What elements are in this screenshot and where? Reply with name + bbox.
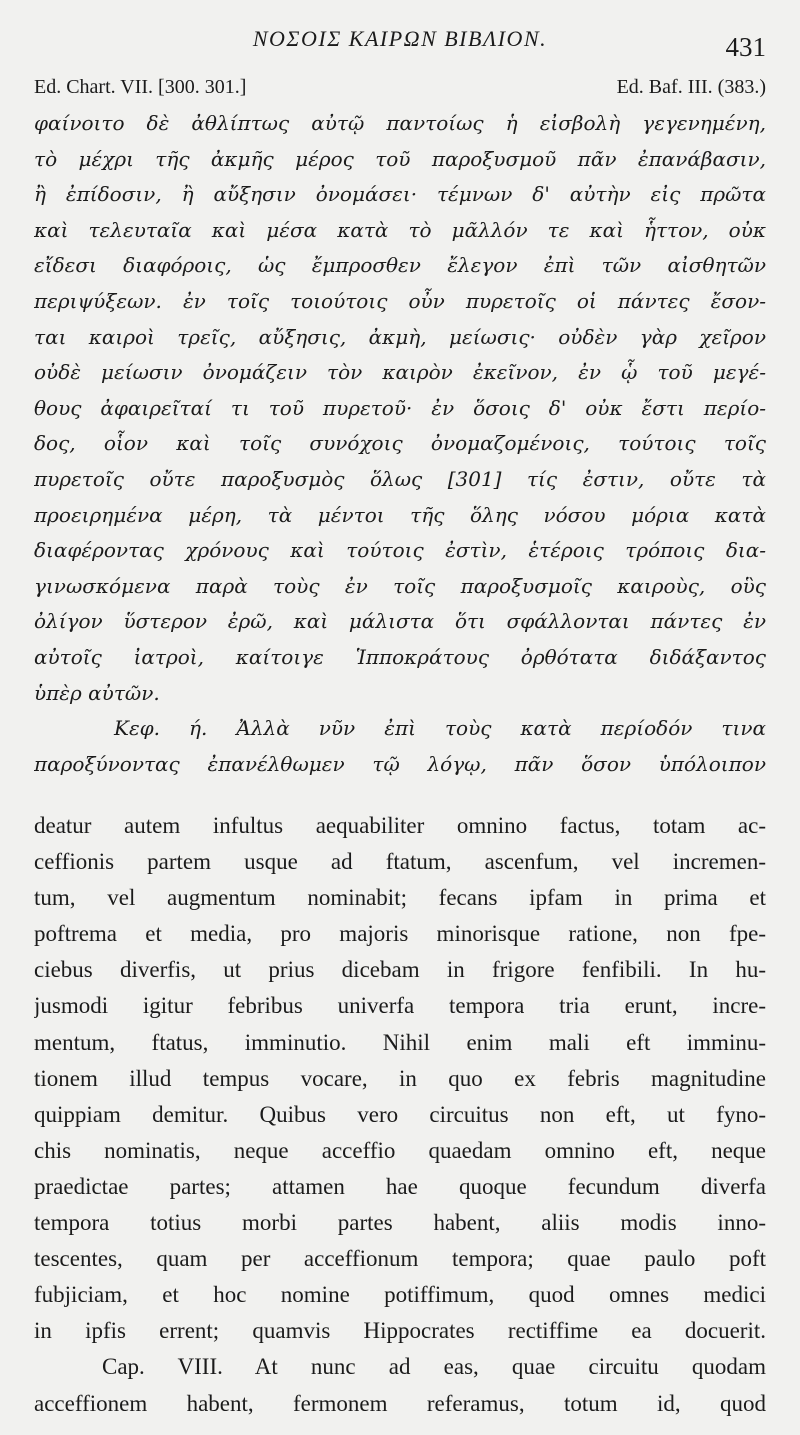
latin-line: ciebus diverfis, ut prius dicebam in frigore fenfibili. In hu- — [34, 957, 766, 983]
page-number: 431 — [725, 32, 766, 62]
greek-line: ται καιροὶ τρεῖς, αὔξησις, ἀκμὴ, μείωσις· οὐδὲν γὰρ χεῖρον — [34, 324, 766, 349]
greek-line: ὑπὲρ αὐτῶν. — [34, 680, 160, 705]
greek-line: τὸ μέχρι τῆς ἀκμῆς μέρος τοῦ παροξυσμοῦ πᾶν ἐπανάβασιν, — [34, 146, 766, 171]
greek-line: δος, οἷον καὶ τοῖς συνόχοις ὀνομαζομένοις, τούτοις τοῖς — [34, 431, 766, 456]
greek-line: φαίνοιτο δὲ ἀθλίπτως αὐτῷ παντοίως ἡ εἰσβολὴ γεγενημένη, — [34, 111, 766, 135]
edition-chartier-reference: Ed. Chart. VII. [300. 301.] — [34, 76, 247, 98]
greek-text-column — [34, 106, 766, 782]
greek-line: ὀλίγον ὕστερον ἐρῶ, καὶ μάλιστα ὅτι σφάλλονται πάντες ἐν — [34, 609, 766, 634]
greek-line: αὐτοῖς ἰατροὶ, καίτοιγε Ἱπποκράτους ὀρθότατα διδάξαντος — [34, 644, 766, 669]
edition-basel-reference: Ed. Baf. III. (383.) — [616, 76, 766, 98]
latin-line: chis nominatis, neque acceffio quaedam omnino eft, neque — [34, 1137, 766, 1163]
latin-line: tempora totius morbi partes habent, aliis modis inno- — [34, 1210, 766, 1236]
edition-reference-line — [34, 76, 766, 104]
latin-line: praedictae partes; attamen hae quoque fecundum diverfa — [34, 1173, 766, 1199]
latin-text-column — [34, 808, 766, 1422]
greek-line: γινωσκόμενα παρὰ τοὺς ἐν τοῖς παροξυσμοῖς καιροὺς, οὓς — [34, 573, 766, 598]
greek-line: προειρημένα μέρη, τὰ μέντοι τῆς ὅλης νόσου μόρια κατὰ — [34, 502, 766, 527]
latin-line: in ipfis errent; quamvis Hippocrates rectiffime ea docuerit. — [34, 1318, 766, 1344]
latin-line: tionem illud tempus vocare, in quo ex febris magnitudine — [34, 1065, 766, 1091]
latin-line: jusmodi igitur febribus univerfa tempora tria erunt, incre- — [34, 993, 766, 1019]
running-title: ΝΟΣΟΙΣ ΚΑΙΡΩΝ ΒΙΒΛΙΟΝ. — [252, 26, 548, 51]
greek-line: καὶ τελευταῖα καὶ μέσα κατὰ τὸ μᾶλλόν τε καὶ ἧττον, οὐκ — [34, 217, 766, 242]
latin-line: fubjiciam, et hoc nomine potiffimum, quod omnes medici — [34, 1282, 766, 1308]
latin-line: acceffionem habent, fermonem referamus, totum id, quod — [34, 1390, 766, 1416]
latin-line: quippiam demitur. Quibus vero circuitus non eft, ut fyno- — [34, 1101, 766, 1127]
greek-line: εἴδεσι διαφόροις, ὡς ἔμπροσθεν ἔλεγον ἐπὶ τῶν αἰσθητῶν — [34, 253, 766, 278]
latin-line: mentum, ftatus, imminutio. Nihil enim mali eft imminu- — [34, 1029, 766, 1055]
greek-chapter-heading-line: Κεφ. ή. Ἀλλὰ νῦν ἐπὶ τοὺς κατὰ περίοδόν τινα — [114, 716, 766, 741]
greek-line: θους ἀφαιρεῖταί τι τοῦ πυρετοῦ· ἐν ὅσοις δ' οὐκ ἔστι περίο- — [34, 395, 766, 420]
running-head — [0, 26, 800, 60]
latin-line: tescentes, quam per acceffionum tempora; quae paulo poft — [34, 1246, 766, 1272]
latin-line: tum, vel augmentum nominabit; fecans ipfam in prima et — [34, 885, 766, 911]
latin-line: poftrema et media, pro majoris minorisque ratione, non fpe- — [34, 921, 766, 947]
latin-line: ceffionis partem usque ad ftatum, ascenfum, vel incremen- — [34, 849, 766, 875]
latin-chapter-heading-line: Cap. VIII. At nunc ad eas, quae circuitu quodam — [102, 1354, 766, 1380]
greek-line: διαφέροντας χρόνους καὶ τούτοις ἐστὶν, ἑτέροις τρόποις δια- — [34, 538, 766, 563]
greek-line: παροξύνοντας ἐπανέλθωμεν τῷ λόγῳ, πᾶν ὅσον ὑπόλοιπον — [34, 751, 766, 776]
greek-line: ἢ ἐπίδοσιν, ἢ αὔξησιν ὀνομάσει· τέμνων δ' αὐτὴν εἰς πρῶτα — [34, 182, 766, 207]
greek-line: οὐδὲ μείωσιν ὀνομάζειν τὸν καιρὸν ἐκεῖνον, ἐν ᾧ τοῦ μεγέ- — [34, 360, 766, 385]
greek-line: πυρετοῖς οὔτε παροξυσμὸς ὅλως [301] τίς ἐστιν, οὔτε τὰ — [34, 466, 766, 491]
greek-line: περιψύξεων. ἐν τοῖς τοιούτοις οὖν πυρετοῖς οἱ πάντες ἔσον- — [34, 288, 766, 313]
latin-line: deatur autem infultus aequabiliter omnino factus, totam ac- — [34, 813, 766, 838]
